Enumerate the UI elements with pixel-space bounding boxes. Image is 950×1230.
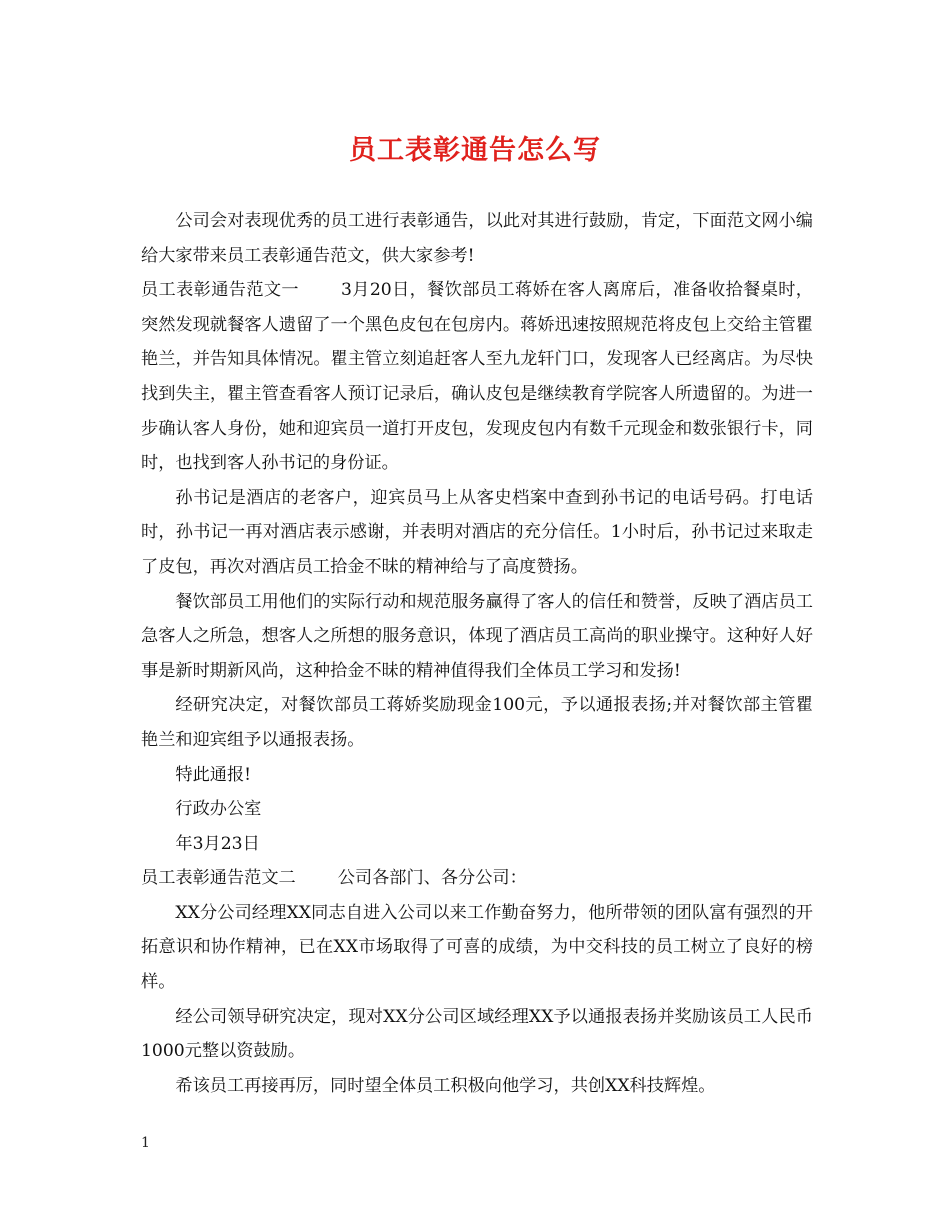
document-title: 员工表彰通告怎么写 bbox=[349, 135, 601, 166]
sample-one-heading: 员工表彰通告范文一 bbox=[141, 280, 299, 301]
body-paragraph: 经研究决定，对餐饮部员工蒋娇奖励现金100元，予以通报表扬;并对餐饮部主管瞿艳兰和迎宾组予以通报表扬。 bbox=[141, 695, 813, 750]
issuer-name: 行政办公室 bbox=[175, 799, 262, 820]
sample-one-paragraph bbox=[141, 273, 813, 481]
body-paragraph: 经公司领导研究决定，现对XX分公司区域经理XX予以通报表扬并奖励该员工人民币1000元整以资鼓励。 bbox=[141, 1006, 813, 1062]
closing-notice: 特此通报! bbox=[175, 764, 252, 785]
document-body bbox=[141, 204, 813, 1103]
body-paragraph: 餐饮部员工用他们的实际行动和规范服务赢得了客人的信任和赞誉，反映了酒店员工急客人之所急，想客人之所想的服务意识，体现了酒店员工高尚的职业操守。这种好人好事是新时期新风尚，这种拾金不昧的精神值得我们全体员工学习和发扬! bbox=[141, 591, 813, 681]
page-number: 1 bbox=[141, 1135, 150, 1151]
intro-paragraph: 公司会对表现优秀的员工进行表彰通告，以此对其进行鼓励，肯定，下面范文网小编给大家带来员工表彰通告范文，供大家参考! bbox=[141, 211, 813, 266]
body-paragraph: 孙书记是酒店的老客户，迎宾员马上从客史档案中查到孙书记的电话号码。打电话时，孙书记一再对酒店表示感谢，并表明对酒店的充分信任。1小时后，孙书记过来取走了皮包，再次对酒店员工拾金不昧的精神给与了高度赞扬。 bbox=[141, 487, 813, 577]
sample-two-heading: 员工表彰通告范文二 bbox=[141, 868, 296, 889]
sample-two-paragraph bbox=[141, 861, 813, 896]
issue-date: 年3月23日 bbox=[175, 833, 260, 854]
body-paragraph: XX分公司经理XX同志自进入公司以来工作勤奋努力，他所带领的团队富有强烈的开拓意识和协作精神，已在XX市场取得了可喜的成绩，为中交科技的员工树立了良好的榜样。 bbox=[141, 902, 813, 993]
body-paragraph: 希该员工再接再厉，同时望全体员工积极向他学习，共创XX科技辉煌。 bbox=[175, 1075, 716, 1096]
sample-one-first-paragraph: 3月20日，餐饮部员工蒋娇在客人离席后，准备收拾餐桌时，突然发现就餐客人遗留了一个黑色皮包在包房内。蒋娇迅速按照规范将皮包上交给主管瞿艳兰，并告知具体情况。瞿主管立刻追赶客人至九龙轩门口，发现客人已经离店。为尽快找到失主，瞿主管查看客人预订记录后，确认皮包是继续教育学院客人所遗留的。为进一步确认客人身份，她和迎宾员一道打开皮包，发现皮包内有数千元现金和数张银行卡，同时，也找到客人孙书记的身份证。 bbox=[141, 280, 813, 474]
sample-two-first-paragraph: 公司各部门、各分公司： bbox=[337, 868, 527, 889]
